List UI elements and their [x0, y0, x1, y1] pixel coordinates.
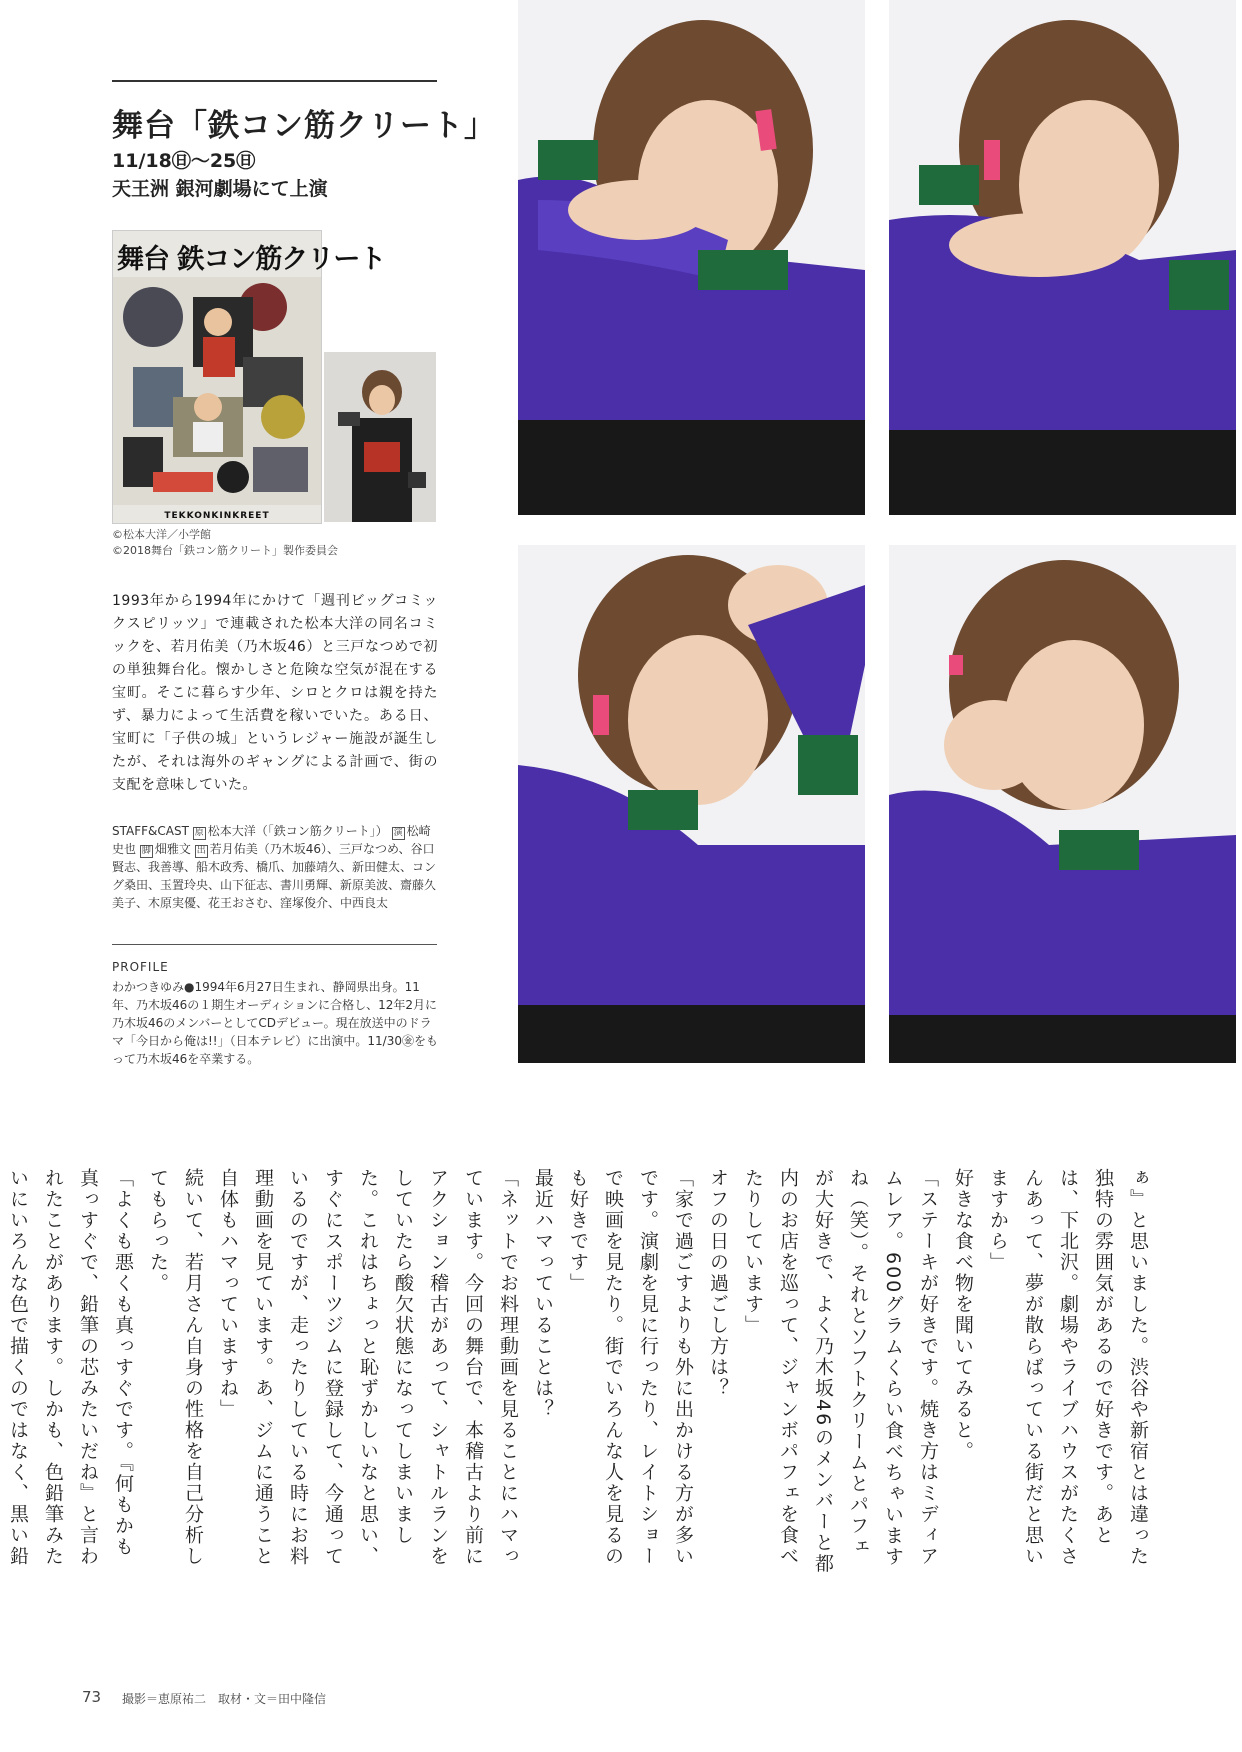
interview-paragraph: 「よくも悪くも真っすぐです。『何もかも真っすぐで、鉛筆の芯みたいだね』と言われたことがあります。しかも、色鉛筆みたいにいろんな色で描くのではなく、黒い鉛 — [7, 1168, 134, 1567]
staff-director: 松崎史也 — [112, 824, 431, 856]
interview-body — [7, 1168, 1155, 1576]
portrait-photo — [889, 545, 1236, 1063]
poster-artwork — [113, 277, 321, 505]
photo-credit: 撮影＝恵原祐二 取材・文＝田中隆信 — [122, 1692, 327, 1706]
director-tag: 演 — [393, 828, 403, 838]
page-number: 73 — [82, 1688, 102, 1706]
original-tag: 原 — [194, 828, 204, 838]
copyright-line: ©松本大洋／小学館 — [112, 528, 211, 541]
staff-script: 畑雅文 — [154, 842, 191, 856]
staff-original: 松本大洋（「鉄コン筋クリート」） — [207, 824, 388, 838]
profile-heading: PROFILE — [112, 960, 169, 974]
interview-paragraph: ぁ』と思いました。渋谷や新宿とは違った独特の雰囲気があるので好きです。あとは、下北沢。劇場やライブハウスがたくさんあって、夢が散らばっている街だと思いますから」 — [987, 1168, 1149, 1567]
staff-cast — [112, 822, 438, 912]
poster-footer: TEKKONKINKREET — [164, 511, 270, 521]
interview-paragraph: 「ネットでお料理動画を見ることにハマっています。今回の舞台で、本稽古より前にアクション稽古があって、シャトルランをしていたら酸欠状態になってしまいました。これはちょっと恥ずかしいなと思い、すぐにスポーツジムに登録して、今通っているのですが、走ったりしている時にお料理動画を見ています。あ、ジムに通うこと自体もハマっていますね」 — [217, 1168, 519, 1567]
costume-photo — [324, 352, 436, 522]
portrait-photo — [518, 545, 865, 1063]
poster-title: 舞台 鉄コン筋クリート — [117, 244, 386, 275]
section-rule — [112, 944, 437, 945]
cast-tag: 出 — [196, 846, 206, 856]
stage-venue: 天王洲 銀河劇場にて上演 — [112, 178, 328, 200]
stage-date: 11/18㊐〜25㊐ — [112, 150, 256, 172]
staff-heading: STAFF&CAST — [112, 824, 189, 838]
interview-paragraph: 「ステーキが好きです。焼き方はミディアムレア。600グラムくらい食べちゃいますね（笑）。それとソフトクリームとパフェが大好きで、よく乃木坂46のメンバーと都内のお店を巡って、ジャンボパフェを食べたりしています」 — [742, 1168, 939, 1575]
stage-synopsis: 1993年から1994年にかけて「週刊ビッグコミックスピリッツ」で連載された松本大洋の同名コミックを、若月佑美（乃木坂46）と三戸なつめで初の単独舞台化。懐かしさと危険な空気が混在する宝町。そこに暮らす少年、シロとクロは親を持たず、暴力によって生活費を稼いでいた。ある日、宝町に「子供の城」というレジャー施設が誕生したが、それは海外のギャングによる計画で、街の支配を意味していた。 — [112, 593, 438, 793]
interview-paragraph: 続いて、若月さん自身の性格を自己分析してもらった。 — [147, 1168, 204, 1567]
interview-paragraph: 好きな食べ物を聞いてみると。 — [952, 1168, 974, 1462]
copyright-line: ©2018舞台「鉄コン筋クリート」製作委員会 — [112, 544, 338, 557]
stage-title: 舞台「鉄コン筋クリート」 — [112, 108, 496, 144]
profile-text: わかつきゆみ●1994年6月27日生まれ、静岡県出身。11年、乃木坂46の１期生オーディションに合格し、12年2月に乃木坂46のメンバーとしてCDデビュー。現在放送中のドラマ「今日から俺は!!」（日本テレビ）に出演中。11/30㊎をもって乃木坂46を卒業する。 — [112, 980, 438, 1066]
interview-paragraph: 「家で過ごすよりも外に出かける方が多いです。演劇を見に行ったり、レイトショーで映画を見たり。街でいろんな人を見るのも好きです」 — [567, 1168, 694, 1567]
interview-paragraph: 最近ハマっていることは？ — [532, 1168, 554, 1420]
staff-cast-list: 若月佑美（乃木坂46）、三戸なつめ、谷口賢志、我善導、船木政秀、橋爪、加藤靖久、新田健太、コング桑田、玉置玲央、山下征志、書川勇輝、新原美波、齋藤久美子、木原実優、花王おさむ、窪塚俊介、中西良太 — [112, 842, 437, 910]
top-rule — [112, 80, 437, 82]
portrait-photo — [889, 0, 1236, 515]
interview-paragraph: オフの日の過ごし方は？ — [707, 1168, 729, 1399]
portrait-photo — [518, 0, 865, 515]
stage-poster — [112, 230, 386, 524]
script-tag: 脚 — [141, 846, 151, 856]
